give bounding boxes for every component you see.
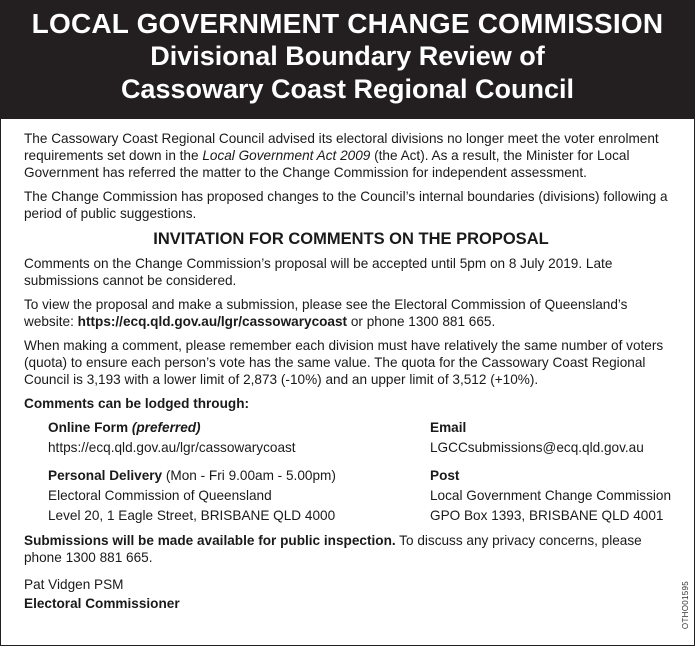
proposal-link[interactable]: https://ecq.qld.gov.au/lgr/cassowarycoast	[77, 314, 348, 329]
online-form-url[interactable]: https://ecq.qld.gov.au/lgr/cassowarycoast	[48, 440, 296, 455]
ad-code: OTHO01595	[681, 580, 690, 629]
signatory-title: Electoral Commissioner	[24, 596, 180, 611]
signatory-name: Pat Vidgen PSM	[24, 577, 124, 592]
privacy-paragraph: Submissions will be made available for public inspection. To discuss any privacy concerns, please phone 1300 881 665.	[24, 533, 642, 565]
post-option	[430, 466, 680, 526]
personal-delivery-line2: Level 20, 1 Eagle Street, BRISBANE QLD 4000	[48, 508, 336, 523]
post-line2: GPO Box 1393, BRISBANE QLD 4001	[430, 508, 664, 523]
online-form-option	[48, 418, 430, 458]
quota-paragraph: When making a comment, please remember each division must have relatively the same number of voters (quota) to ensure each person’s vote has the same value. The quota for the Cassowary Coast Regional Council is 3,193 with a lower limit of 2,873 (-10%) and an upper limit of 3,512 (+10%).	[24, 338, 664, 387]
email-address[interactable]: LGCCsubmissions@ecq.qld.gov.au	[430, 440, 644, 455]
lodged-heading: Comments can be lodged through:	[24, 396, 250, 411]
personal-delivery-hours: (Mon - Fri 9.00am - 5.00pm)	[162, 468, 336, 483]
email-title: Email	[430, 420, 467, 435]
banner-subtitle-line2: Cassowary Coast Regional Council	[120, 74, 575, 104]
personal-delivery-title: Personal Delivery	[48, 468, 163, 483]
signature-block	[24, 575, 678, 613]
notice-body	[1, 119, 694, 613]
title-banner	[1, 1, 694, 119]
website-paragraph: To view the proposal and make a submission, please see the Electoral Commission of Queensland’s website: https://ecq.qld.gov.au/lgr/cassowarycoast or phone 1300 881 665.	[24, 297, 628, 329]
online-form-title: Online Form	[48, 420, 132, 435]
intro-paragraph-1: The Cassowary Coast Regional Council advised its electoral divisions no longer meet the voter enrolment requirements set down in the Local Government Act 2009 (the Act). As a result, the Minister for Local Government has referred the matter to the Change Commission for independent assessment.	[24, 131, 659, 180]
act-name: Local Government Act 2009	[202, 148, 371, 163]
email-option	[430, 418, 680, 458]
post-title: Post	[430, 468, 460, 483]
deadline-paragraph: Comments on the Change Commission’s proposal will be accepted until 5pm on 8 July 2019. Late submissions cannot be considered.	[24, 256, 613, 288]
personal-delivery-option	[48, 466, 430, 526]
intro-paragraph-2: The Change Commission has proposed changes to the Council’s internal boundaries (divisions) following a period of public suggestions.	[24, 189, 668, 221]
personal-delivery-line1: Electoral Commission of Queensland	[48, 488, 272, 503]
banner-title: LOCAL GOVERNMENT CHANGE COMMISSION	[31, 8, 664, 39]
banner-subtitle-line1: Divisional Boundary Review of	[150, 41, 545, 71]
contact-options	[24, 418, 678, 526]
post-line1: Local Government Change Commission	[430, 488, 672, 503]
online-form-note: (preferred)	[131, 420, 201, 435]
invitation-heading: INVITATION FOR COMMENTS ON THE PROPOSAL	[153, 230, 549, 248]
